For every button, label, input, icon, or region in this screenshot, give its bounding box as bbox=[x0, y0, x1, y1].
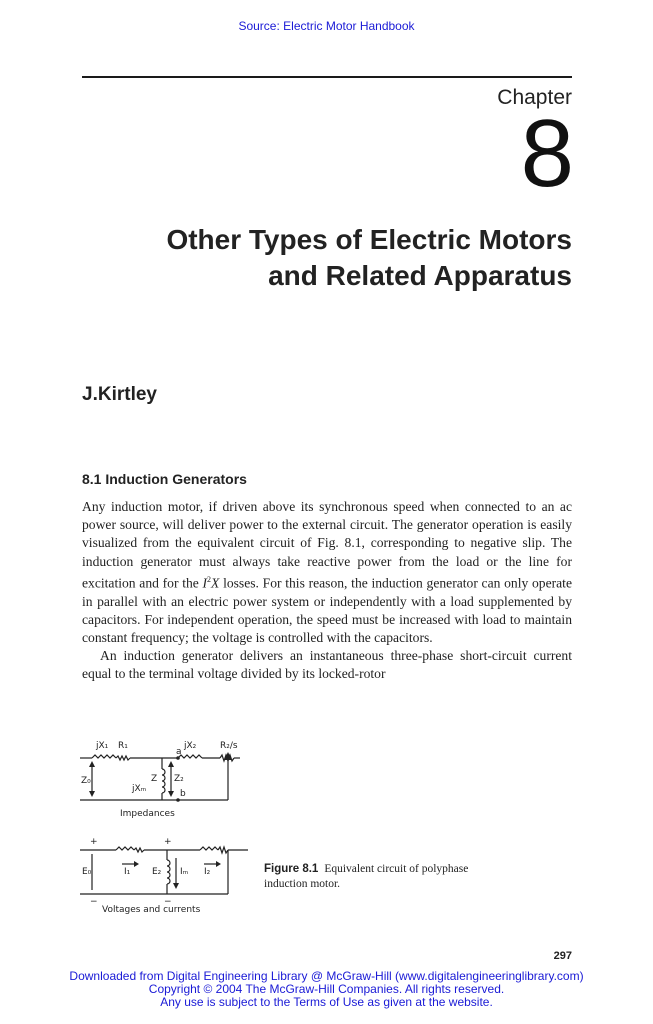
label-z: Z bbox=[151, 774, 158, 784]
paragraph-1 bbox=[82, 498, 572, 647]
label-a: a bbox=[176, 747, 182, 757]
impedance-circuit-diagram bbox=[78, 736, 263, 822]
magnetizing-inductor bbox=[167, 860, 170, 884]
label-e2: E₂ bbox=[152, 867, 162, 877]
chapter-rule bbox=[82, 76, 572, 78]
figure-caption bbox=[264, 862, 474, 892]
page-number: 297 bbox=[553, 950, 572, 962]
author: J.Kirtley bbox=[82, 384, 157, 405]
figure-label: Figure 8.1 bbox=[264, 863, 319, 875]
jx2-inductor bbox=[178, 755, 202, 758]
label-z0: Z₀ bbox=[81, 776, 91, 786]
chapter-number: 8 bbox=[520, 100, 574, 207]
chapter-label: Chapter bbox=[497, 86, 572, 109]
footer-copyright: Copyright © 2004 The McGraw-Hill Companies. All rights reserved. bbox=[148, 982, 505, 996]
jx1-inductor bbox=[92, 755, 116, 758]
plus-left: + bbox=[90, 837, 98, 847]
section-heading: 8.1 Induction Generators bbox=[82, 471, 247, 487]
paragraph-1-text-a: Any induction motor, if driven above its synchronous speed when connected to an ac power source, will deliver power to the external circuit. The generator operation is easily visualized from the equivalent circuit of Fig. 8.1, corresponding to negative slip. The induction generator must always take reactive power from the load or the line for excitation and for the bbox=[82, 499, 572, 591]
minus-left: − bbox=[90, 897, 98, 907]
r1-resistor bbox=[116, 756, 130, 760]
chapter-title-line1: Other Types of Electric Motors bbox=[166, 224, 572, 255]
label-jx1: jX₁ bbox=[96, 741, 109, 751]
label-jx2: jX₂ bbox=[184, 741, 197, 751]
impedances-caption: Impedances bbox=[120, 809, 175, 819]
label-im: Iₘ bbox=[180, 867, 189, 877]
label-b: b bbox=[180, 789, 186, 799]
figure-caption-text: Equivalent circuit of polyphase induction motor. bbox=[264, 863, 469, 890]
footer-download-link[interactable]: Downloaded from Digital Engineering Library @ McGraw-Hill (www.digitalengineeringlibrary.com) bbox=[69, 969, 584, 983]
source-header: Source: Electric Motor Handbook bbox=[238, 19, 415, 33]
minus-mid: − bbox=[164, 897, 172, 907]
label-z2: Z₂ bbox=[174, 774, 184, 784]
formula-x: X bbox=[211, 575, 220, 591]
body-text bbox=[82, 498, 572, 684]
label-e0: E₀ bbox=[82, 867, 92, 877]
label-r1: R₁ bbox=[118, 741, 128, 751]
formula-i: I bbox=[202, 575, 208, 591]
voltages-caption: Voltages and currents bbox=[102, 905, 201, 915]
label-i2: I₂ bbox=[204, 867, 211, 877]
chapter-title bbox=[52, 222, 572, 294]
footer-terms-link[interactable]: Any use is subject to the Terms of Use as given at the website. bbox=[160, 995, 493, 1009]
plus-mid: + bbox=[164, 837, 172, 847]
label-r2s: R₂/s bbox=[220, 741, 238, 751]
label-i1: I₁ bbox=[124, 867, 131, 877]
formula-sup: 2 bbox=[207, 574, 212, 584]
chapter-title-line2: and Related Apparatus bbox=[268, 260, 572, 291]
voltage-current-circuit-diagram bbox=[78, 836, 263, 916]
jxm-inductor bbox=[162, 769, 165, 793]
label-jxm: jXₘ bbox=[132, 784, 147, 794]
paragraph-2: An induction generator delivers an instantaneous three-phase short-circuit current equal to the terminal voltage divided by its locked-rotor bbox=[82, 648, 572, 682]
paragraph-1-text-b: losses. For this reason, the induction generator can only operate in parallel with an electric power system or independently with a load supplemented by capacitors. For independent operation, the speed must be increased with load to maintain constant frequency; the voltage is controlled with the capacitors. bbox=[82, 575, 572, 645]
